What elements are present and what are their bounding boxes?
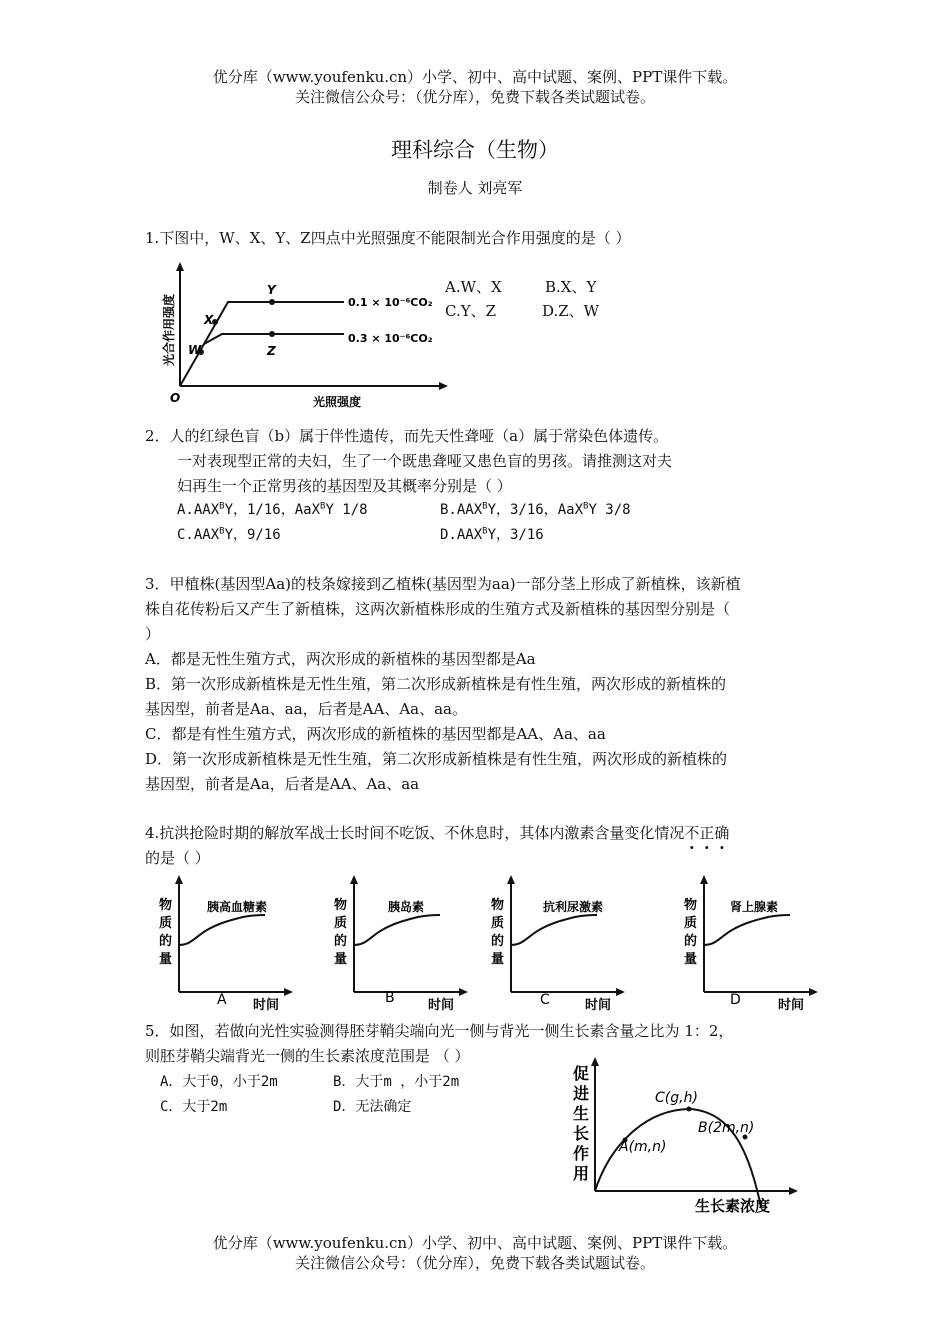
q4-graph-a <box>155 875 295 1015</box>
q1-point-z <box>269 331 275 337</box>
header-line-1: 优分库（www.youfenku.cn）小学、初中、高中试题、案例、PPT课件下载。 <box>212 68 738 86</box>
q5-point-c <box>687 1107 692 1112</box>
q4-line-2: 的是（ ） <box>145 849 210 867</box>
q3-option-c: C．都是有性生殖方式，两次形成的新植株的基因型都是AA、Aa、aa <box>145 725 606 743</box>
q2-line-3: 妇再生一个正常男孩的基因型及其概率分别是（ ） <box>177 477 512 495</box>
q5-ylabel-5: 作 <box>573 1144 590 1163</box>
q4-title-d: 肾上腺素 <box>730 900 779 914</box>
q1-label-y: Y <box>267 283 276 297</box>
q3-line-1: 3．甲植株(基因型Aa)的枝条嫁接到乙植株(基因型为aa)一部分茎上形成了新植株，该新植 <box>145 575 741 593</box>
q4-ylabel-a-4: 量 <box>159 952 173 967</box>
q5-line-1: 5．如图，若做向光性实验测得胚芽鞘尖端向光一侧与背光一侧生长素含量之比为 1：2， <box>145 1022 734 1040</box>
q2-option-d: $D.AAX^BY$，3/16 <box>440 526 544 543</box>
page-title: 理科综合（生物） <box>391 138 559 162</box>
footer-line-2: 关注微信公众号：（优分库），免费下载各类试题试卷。 <box>294 1254 655 1272</box>
q5-ylabel-1: 促 <box>573 1064 590 1083</box>
q5-line-2: 则胚芽鞘尖端背光一侧的生长素浓度范围是 （ ） <box>145 1047 470 1065</box>
q1-x-label: 光照强度 <box>313 395 362 409</box>
q4-curve-a <box>179 915 265 945</box>
q2-option-b: $B.AAX^BY$，3/16，AaX$^B$Y 3/8 <box>440 501 631 518</box>
q4-xlabel-a: 时间 <box>253 998 280 1013</box>
q1-label-x: X <box>204 313 214 327</box>
q1-option-d: D.Z、W <box>542 302 600 320</box>
q4-xlabel-b: 时间 <box>428 998 455 1013</box>
q2-line-1: 2．人的红绿色盲（b）属于伴性遗传，而先天性聋哑（a）属于常染色体遗传。 <box>145 427 669 445</box>
q4-ylabel-c-3: 的 <box>491 934 505 949</box>
q4-letter-a: A <box>217 992 227 1008</box>
q4-line-1: 4.抗洪抢险时期的解放军战士长时间不吃饭、不休息时，其体内激素含量变化情况不正确 <box>145 824 730 842</box>
q5-label-c: C(g,h) <box>655 1090 698 1106</box>
q1-point-y <box>269 299 275 305</box>
q1-stem: 1.下图中，W、X、Y、Z四点中光照强度不能限制光合作用强度的是（ ） <box>145 229 631 247</box>
q2-option-c: $C.AAX^BY$，9/16 <box>177 526 281 543</box>
q4-title-a: 胰高血糖素 <box>207 900 268 914</box>
q4-ylabel-b-4: 量 <box>334 952 348 967</box>
q4-ylabel-a-3: 的 <box>159 934 173 949</box>
q4-title-c: 抗利尿激素 <box>543 900 604 914</box>
q3-option-a: A．都是无性生殖方式，两次形成的新植株的基因型都是Aa <box>145 650 536 668</box>
q4-ylabel-d-3: 的 <box>684 934 698 949</box>
q4-xlabel-c: 时间 <box>585 998 612 1013</box>
q5-ylabel-3: 生 <box>573 1104 590 1123</box>
q4-curve-b <box>354 915 440 945</box>
q5-option-b: B．大于m ，小于2m <box>333 1074 460 1090</box>
q4-ylabel-d-4: 量 <box>684 952 698 967</box>
q4-curve-d <box>704 915 790 945</box>
footer-line-1: 优分库（www.youfenku.cn）小学、初中、高中试题、案例、PPT课件下载。 <box>212 1234 738 1252</box>
q4-emphasis-3: 确 <box>714 824 730 842</box>
q2-option-a: $A.AAX^BY$，1/16，AaX$^B$Y 1/8 <box>177 501 368 518</box>
q4-emphasis-1: 不 <box>684 824 700 842</box>
q3-option-b-line-1: B．第一次形成新植株是无性生殖，第二次形成新植株是有性生殖，两次形成的新植株的 <box>145 675 727 693</box>
q4-ylabel-b-3: 的 <box>334 934 348 949</box>
q1-option-a: A.W、X <box>445 278 502 296</box>
q1-curve2-label: 0.3 × 10⁻⁶CO₂ <box>348 332 433 345</box>
q4-ylabel-d-2: 质 <box>684 916 698 931</box>
header-line-2: 关注微信公众号：（优分库），免费下载各类试题试卷。 <box>294 88 655 106</box>
q5-option-d: D．无法确定 <box>333 1099 412 1115</box>
q4-graph-d <box>680 875 820 1015</box>
q4-ylabel-c-4: 量 <box>491 952 505 967</box>
q3-option-b-line-2: 基因型，前者是Aa、aa，后者是AA、Aa、aa。 <box>145 700 467 718</box>
q1-option-b: B.X、Y <box>545 278 597 296</box>
q4-letter-b: B <box>385 990 395 1006</box>
q5-graph <box>565 1055 805 1217</box>
q4-ylabel-d-1: 物 <box>684 898 698 913</box>
q1-option-c: C.Y、Z <box>445 302 497 320</box>
author-line: 制卷人 刘亮军 <box>427 179 523 197</box>
q2-line-2: 一对表现型正常的夫妇，生了一个既患聋哑又患色盲的男孩。请推测这对夫 <box>177 452 673 470</box>
q1-curve1-label: 0.1 × 10⁻⁶CO₂ <box>348 296 433 309</box>
q3-option-d-line-2: 基因型，前者是Aa，后者是AA、Aa、aa <box>145 775 420 793</box>
q4-letter-c: C <box>540 992 550 1008</box>
q4-curve-c <box>511 915 597 945</box>
q3-option-d-line-1: D．第一次形成新植株是无性生殖，第二次形成新植株是有性生殖，两次形成的新植株的 <box>145 750 728 768</box>
q1-label-w: W <box>188 343 202 357</box>
q1-y-label: 光合作用强度 <box>162 293 176 366</box>
q4-letter-d: D <box>730 992 741 1008</box>
q4-ylabel-a-2: 质 <box>159 916 173 931</box>
q4-graph-c <box>487 875 627 1015</box>
q5-ylabel-4: 长 <box>573 1124 590 1143</box>
q5-option-c: C．大于2m <box>160 1099 228 1115</box>
q4-ylabel-b-1: 物 <box>334 898 348 913</box>
q4-graph-b <box>330 875 470 1015</box>
q3-line-2: 株自花传粉后又产生了新植株，这两次新植株形成的生殖方式及新植株的基因型分别是（ <box>145 600 731 618</box>
q1-origin-label: O <box>170 391 181 405</box>
q4-ylabel-b-2: 质 <box>334 916 348 931</box>
q5-option-a: A．大于0，小于2m <box>160 1074 278 1090</box>
q4-ylabel-c-1: 物 <box>491 898 505 913</box>
q5-x-label: 生长素浓度 <box>695 1197 771 1215</box>
q3-line-3: ） <box>145 625 161 643</box>
q1-graph <box>158 262 448 412</box>
q4-xlabel-d: 时间 <box>778 998 805 1013</box>
q4-title-b: 胰岛素 <box>388 900 425 914</box>
q1-label-z: Z <box>267 344 276 358</box>
q4-ylabel-a-1: 物 <box>159 898 173 913</box>
q4-emphasis-2: 正 <box>699 824 715 842</box>
q5-ylabel-2: 进 <box>573 1084 590 1103</box>
q4-ylabel-c-2: 质 <box>491 916 505 931</box>
q5-label-b: B(2m,n) <box>698 1120 755 1136</box>
q5-label-a: A(m,n) <box>619 1139 667 1155</box>
q5-ylabel-6: 用 <box>573 1164 590 1183</box>
